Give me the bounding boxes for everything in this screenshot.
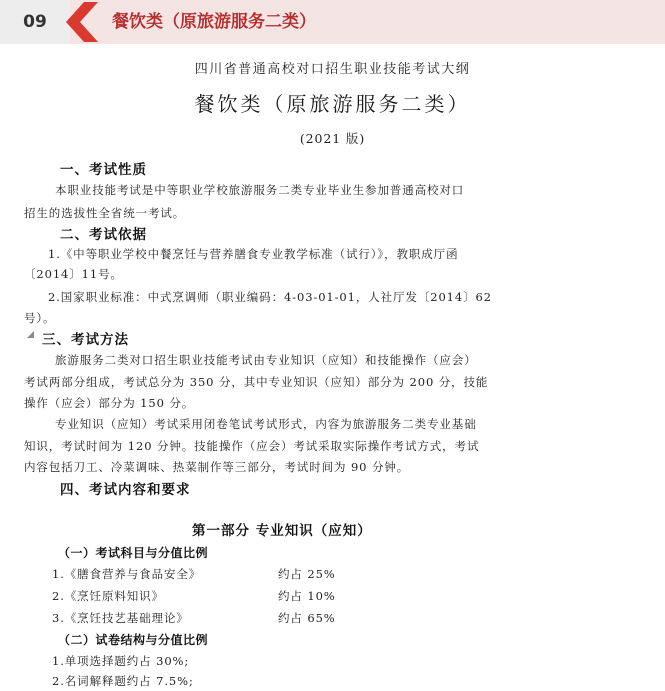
- subject-name: 2.《烹饪原料知识》: [52, 589, 164, 603]
- part-heading: 第一部分 专业知识（应知）: [192, 523, 372, 539]
- section-banner: [0, 0, 665, 44]
- chevron-left-icon: [66, 2, 100, 42]
- section-heading-basis: 二、考试依据: [60, 227, 147, 243]
- section-title: 餐饮类（原旅游服务二类）: [112, 12, 316, 32]
- paragraph-line: 旅游服务二类对口招生职业技能考试由专业知识（应知）和技能操作（应会）: [55, 353, 477, 367]
- paragraph-line: 考试两部分组成，考试总分为 350 分，其中专业知识（应知）部分为 200 分，技能: [24, 375, 489, 389]
- subsection-heading: （二）试卷结构与分值比例: [58, 633, 209, 647]
- paragraph-line: 〔2014〕11号。: [24, 267, 123, 281]
- paragraph-line: 2.国家职业标准：中式烹调师（职业编码：4-03-01-01，人社厅发〔2014〕62: [48, 290, 492, 304]
- subject-ratio: 约占 25%: [278, 567, 336, 581]
- paragraph-line: 本职业技能考试是中等职业学校旅游服务二类专业毕业生参加普通高校对口: [55, 183, 465, 197]
- list-item: 2.名词解释题约占 7.5%;: [52, 674, 194, 688]
- paragraph-line: 号）。: [24, 311, 56, 325]
- subsection-heading: （一）考试科目与分值比例: [58, 546, 209, 560]
- subject-name: 1.《膳食营养与食品安全》: [52, 567, 202, 581]
- paragraph-line: 知识，考试时间为 120 分钟。技能操作（应会）考试采取实际操作考试方式，考试: [24, 439, 480, 453]
- section-heading-method: 三、考试方法: [42, 332, 129, 348]
- paragraph-line: 操作（应会）部分为 150 分。: [24, 396, 195, 410]
- section-heading-content: 四、考试内容和要求: [60, 482, 191, 498]
- list-item: 1.单项选择题约占 30%;: [52, 654, 190, 668]
- document-title: 餐饮类（原旅游服务二类）: [194, 92, 471, 116]
- subject-name: 3.《烹饪技艺基础理论》: [52, 611, 189, 625]
- document-edition: (2021 版): [299, 131, 366, 146]
- paragraph-line: 招生的选拔性全省统一考试。: [24, 206, 186, 220]
- section-number: 09: [0, 0, 70, 44]
- paragraph-line: 专业知识（应知）考试采用闭卷笔试考试形式，内容为旅游服务二类专业基础: [55, 417, 477, 431]
- collapse-triangle-icon[interactable]: [27, 331, 34, 338]
- subject-ratio: 约占 65%: [278, 611, 336, 625]
- paragraph-line: 内容包括刀工、冷菜调味、热菜制作等三部分，考试时间为 90 分钟。: [24, 460, 410, 474]
- document-header: 四川省普通高校对口招生职业技能考试大纲: [194, 62, 471, 77]
- subject-ratio: 约占 10%: [278, 589, 336, 603]
- section-heading-nature: 一、考试性质: [60, 162, 147, 178]
- paragraph-line: 1.《中等职业学校中餐烹饪与营养膳食专业教学标准（试行）》，教职成厅函: [48, 247, 459, 261]
